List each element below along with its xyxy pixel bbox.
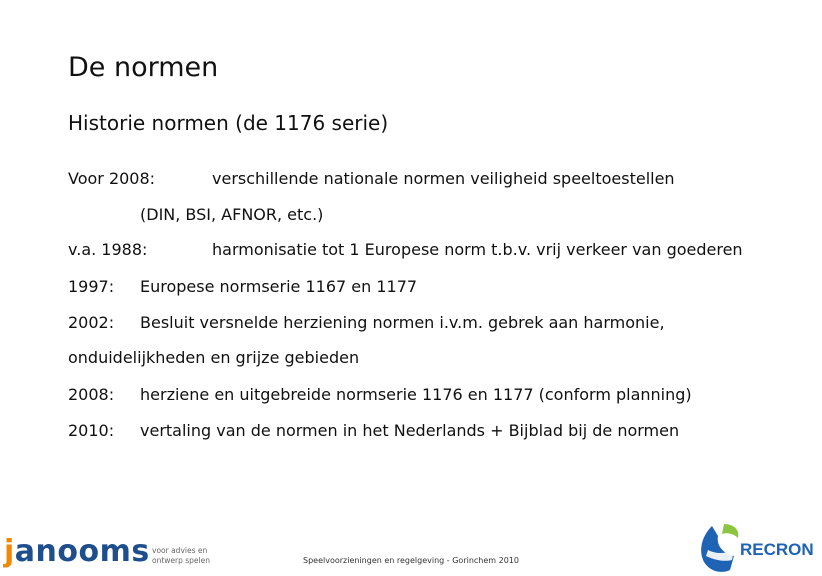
recron-logo	[694, 520, 822, 576]
line-date: 1997:	[68, 277, 115, 296]
line-date: 2008:	[68, 385, 115, 404]
janooms-logo-text: anooms	[14, 534, 150, 569]
line-text: Besluit versnelde herziening normen i.v.m. gebrek aan harmonie,	[140, 313, 665, 332]
line-date: 2010:	[68, 421, 115, 440]
line-text: herziene en uitgebreide normserie 1176 en 1177 (conform planning)	[140, 385, 692, 404]
line-date: v.a. 1988:	[68, 240, 148, 259]
janooms-tagline: voor advies en ontwerp spelen	[152, 546, 210, 565]
slide-subtitle: Historie normen (de 1176 serie)	[68, 111, 389, 135]
line-text: verschillende nationale normen veiligheid speeltoestellen	[212, 169, 675, 188]
line-text: Europese normserie 1167 en 1177	[140, 277, 418, 296]
recron-logo-leaf	[722, 524, 738, 538]
line-text: onduidelijkheden en grijze gebieden	[68, 348, 360, 367]
footer-text: Speelvoorzieningen en regelgeving - Gorinchem 2010	[303, 556, 519, 565]
line-text: (DIN, BSI, AFNOR, etc.)	[140, 205, 324, 224]
line-text: vertaling van de normen in het Nederlands + Bijblad bij de normen	[140, 421, 680, 440]
recron-logo-name: RECRON	[740, 540, 814, 559]
line-text: harmonisatie tot 1 Europese norm t.b.v. vrij verkeer van goederen	[212, 240, 743, 259]
line-date: 2002:	[68, 313, 115, 332]
janooms-logo-letter: j	[4, 534, 15, 569]
slide-title: De normen	[68, 52, 219, 83]
janooms-logo	[4, 534, 150, 569]
line-date: Voor 2008:	[68, 169, 156, 188]
